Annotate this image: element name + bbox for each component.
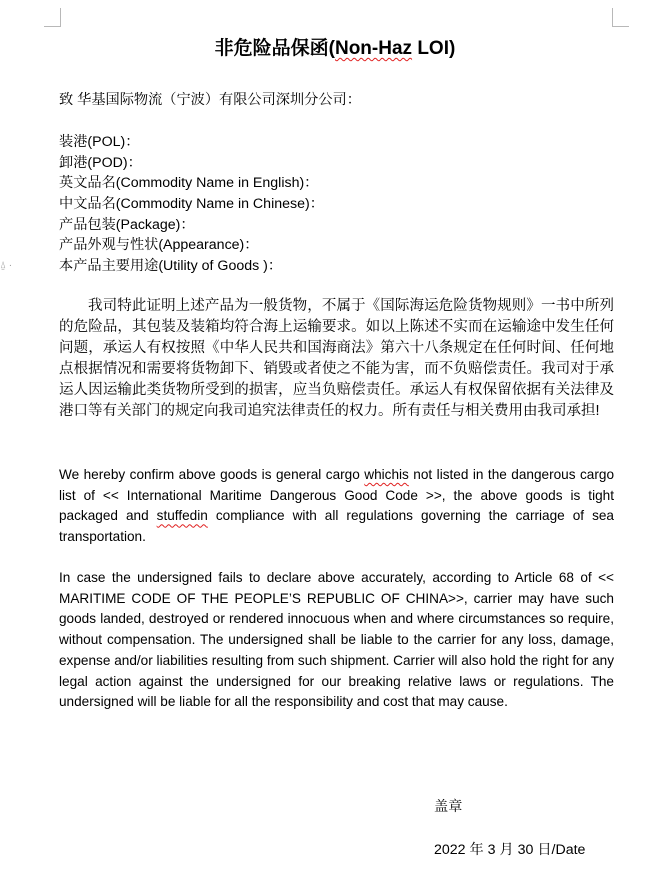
field-appearance: 产品外观与性状(Appearance)：: [59, 237, 259, 254]
title-suffix: LOI): [412, 38, 456, 59]
english-confirmation-paragraph: [59, 465, 614, 548]
en1-part1: We hereby confirm above goods is general cargo: [59, 467, 365, 482]
title-underlined-word: Non-Haz: [334, 38, 413, 59]
chinese-declaration-paragraph: 我司特此证明上述产品为一般货物，不属于《国际海运危险货物规则》一书中所列的危险品，其包装及装箱均符合海上运输要求。如以上陈述不实而在运输途中发生任何问题，承运人有权按照《中华人民共和国海商法》第六十八条规定在任何时间、任何地点根据情况和需要将货物卸下、销毁或者使之不能为害，而不负赔偿责任。我司对于承运人因运输此类货物所受到的损害，应当负赔偿责任。承运人有权保留依据有关法律及港口等有关部门的规定向我司追究法律责任的权力。所有责任与相关费用由我司承担!: [59, 298, 614, 419]
seal-label: 盖章: [434, 799, 463, 815]
field-commodity-en: 英文品名(Commodity Name in English)：: [59, 175, 319, 192]
page-corner-top-left: [44, 8, 61, 27]
english-liability-paragraph: In case the undersigned fails to declare above accurately, according to Article 68 of << MARITIME CODE OF THE PEOPLE’S REPUBLIC OF CHINA>>, carrier may have such goods landed, destroyed or rendered innocuous when and where circumstances so require, without compensation. The undersigned shall be liable to the carrier for any loss, damage, expense and/or liabilities resulting from such shipment. Carrier will also hold the right for any legal action against the undersigned for our breaking relative laws or regulations. The undersigned will be liable for all the responsibility and cost that may cause.: [59, 570, 614, 710]
date-line: 2022 年 3 月 30 日/Date: [434, 842, 586, 858]
field-utility: 本产品主要用途(Utility of Goods )：: [59, 258, 283, 275]
field-pol: 装港(POL)：: [59, 134, 140, 150]
field-package: 产品包装(Package)：: [59, 216, 195, 233]
document-title: [0, 36, 670, 62]
field-commodity-cn: 中文品名(Commodity Name in Chinese)：: [59, 196, 324, 213]
en1-part3: compliance with all regulations governing the carriage of sea transportation.: [59, 508, 614, 545]
spellcheck-word-whichis: whichis: [364, 467, 409, 482]
spellcheck-word-stuffedin: stuffedin: [156, 508, 208, 524]
title-prefix: 非危险品保函(: [214, 38, 335, 59]
paragraph-marker-icon: ⍙ ·: [0, 260, 13, 271]
field-list: [59, 132, 614, 277]
field-pod: 卸港(POD)：: [59, 154, 142, 171]
addressee-line: 致 华基国际物流（宁波）有限公司深圳分公司：: [59, 92, 361, 108]
en1-part2: not listed in the dangerous cargo list of << International Maritime Dangerous Good Code >>, the above goods is tight packaged and: [59, 467, 615, 524]
page-corner-top-right: [612, 8, 629, 27]
